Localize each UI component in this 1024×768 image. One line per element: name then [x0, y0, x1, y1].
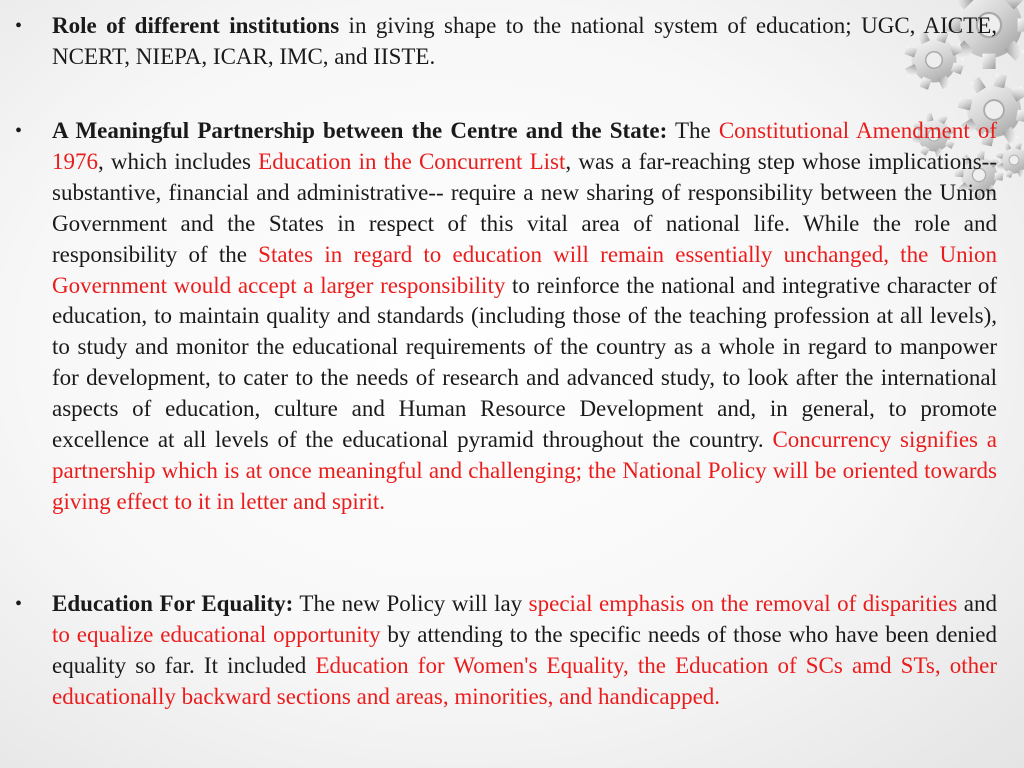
- highlight-text: Concurrency signifies a partnership which is at once meaningful and challenging; the National Policy will be oriented towards giving effect to it in letter and spirit.: [52, 427, 997, 514]
- bullet-text: [52, 589, 997, 713]
- bullet-text: [52, 116, 997, 518]
- highlight-text: Education for Women's Equality, the Education of SCs amd STs, other educationally backward sections and areas, minorities, and handicapped.: [52, 652, 997, 709]
- highlight-text: special emphasis on the removal of disparities: [528, 591, 958, 616]
- text-segment: to reinforce the national and integrative character of education, to maintain quality and standards (including those of the teaching profession at all levels), to study and monitor the educational requirements of the country as a whole in regard to manpower for development, to cater to the needs of research and advanced study, to look after the international aspects of education, culture and Human Resource Development and, in general, to promote excellence at all levels of the educational pyramid throughout the country.: [52, 272, 997, 453]
- bullet-marker: •: [15, 120, 23, 142]
- bullet-text: [52, 11, 997, 73]
- text-segment: and: [957, 591, 997, 616]
- text-segment: , was a far-reaching step whose implications--substantive, financial and administrative-- require a new sharing of responsibility between the Union Government and the States in respect of this vital area of national life. While the role and responsibility of the: [52, 148, 997, 267]
- bullet-marker: •: [15, 15, 23, 37]
- highlight-text: to equalize educational opportunity: [52, 621, 381, 647]
- bullet-marker: •: [15, 593, 23, 615]
- text-segment: by attending to the specific needs of those who have been denied equality so far. It included: [52, 621, 998, 678]
- text-segment: in giving shape to the national system of education; UGC, AICTE, NCERT, NIEPA, ICAR, IMC, and IISTE.: [52, 13, 997, 69]
- text-segment: , which includes: [98, 148, 259, 174]
- highlight-text: Education in the Concurrent List: [258, 148, 566, 174]
- bullet-heading: Education For Equality:: [52, 591, 294, 616]
- bullet-heading: Role of different institutions: [52, 13, 340, 38]
- text-segment: The new Policy will lay: [293, 591, 529, 616]
- highlight-text: States in regard to education will remain essentially unchanged, the Union Government would accept a larger responsibility: [52, 241, 998, 298]
- bullet-heading: A Meaningful Partnership between the Centre and the State:: [52, 118, 668, 143]
- text-segment: The: [667, 118, 719, 143]
- highlight-text: Constitutional Amendment of 1976: [52, 118, 998, 174]
